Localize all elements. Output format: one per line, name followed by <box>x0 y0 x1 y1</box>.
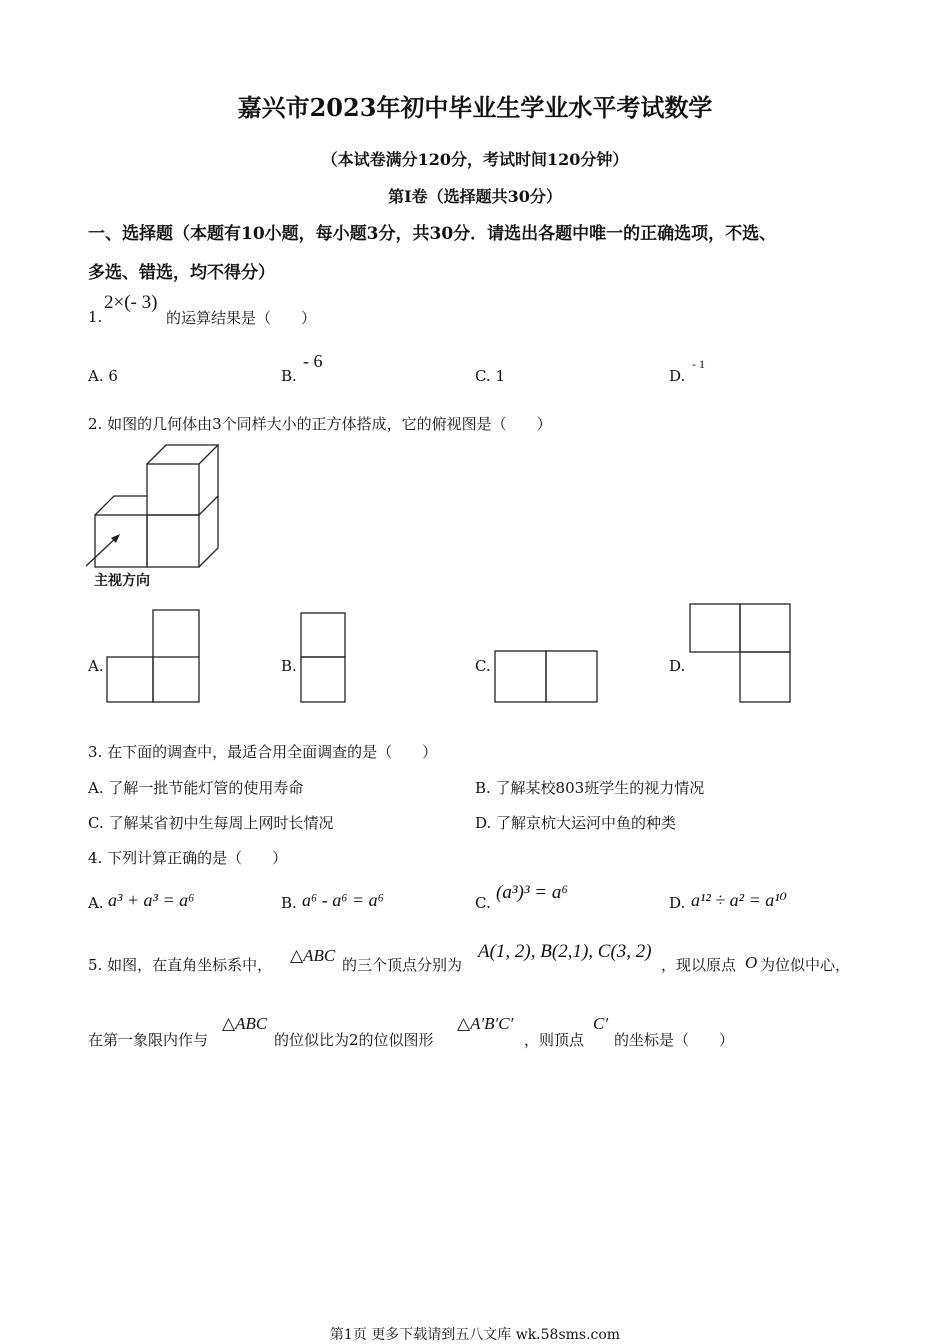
q1-number: 1. <box>88 308 103 326</box>
q4-option-c-label: C. <box>475 894 491 912</box>
q3-option-d: D. 了解京杭大运河中鱼的种类 <box>475 814 677 832</box>
q1-option-a: A. 6 <box>88 367 118 385</box>
q5-text-part2: 的三个顶点分别为 <box>342 956 463 974</box>
q4-option-a-label: A. <box>88 894 104 912</box>
q1-option-b-label: B. <box>281 367 297 385</box>
q4-option-a-expression: a³ + a³ = a⁶ <box>108 890 195 910</box>
q3-stem: 3. 在下面的调查中，最适合用全面调查的是（ ） <box>88 743 438 761</box>
q2-option-b-label: B. <box>281 657 297 675</box>
section-heading-line2: 多选、错选，均不得分） <box>88 263 275 283</box>
page-footer: 第1页 更多下载请到五八文库 wk.58sms.com <box>329 1327 621 1343</box>
q5-line2-part2: 的位似比为2的位似图形 <box>274 1031 434 1049</box>
volume-heading: 第I卷（选择题共30分） <box>388 187 562 206</box>
q5-origin-label: O <box>745 953 758 972</box>
q5-line2-part3: ，则顶点 <box>524 1031 585 1049</box>
q5-text-part1: 5. 如图，在直角坐标系中， <box>88 956 273 974</box>
q5-triangle-abc: △ABC <box>290 946 336 965</box>
q3-option-a: A. 了解一批节能灯管的使用寿命 <box>88 779 304 797</box>
q2-option-a-figure <box>107 610 199 702</box>
q2-view-direction-label: 主视方向 <box>94 573 150 589</box>
q4-option-b-label: B. <box>281 894 297 912</box>
q1-option-d-value: - 1 <box>692 357 705 371</box>
q3-option-c: C. 了解某省初中生每周上网时长情况 <box>88 814 334 832</box>
q4-option-c-expression: (a³)³ = a⁶ <box>496 882 568 903</box>
section-heading-line1: 一、选择题（本题有10小题，每小题3分，共30分．请选出各题中唯一的正确选项，不选、 <box>88 224 777 244</box>
q1-option-d-label: D. <box>669 367 686 385</box>
q5-line2-part4: 的坐标是（ ） <box>614 1031 735 1049</box>
q2-option-a-label: A. <box>88 657 104 675</box>
q5-vertex-c-prime: C′ <box>593 1014 609 1033</box>
q5-triangle-image: △A′B′C′ <box>457 1014 514 1033</box>
q2-option-b-figure <box>301 613 345 702</box>
exam-title: 嘉兴市2023年初中毕业生学业水平考试数学 <box>237 93 713 122</box>
q4-option-d-label: D. <box>669 894 686 912</box>
q5-text-part3: ，现以原点 <box>661 956 737 974</box>
q1-option-c: C. 1 <box>475 367 506 385</box>
q4-option-d-expression: a¹² ÷ a² = a¹⁰ <box>691 890 787 910</box>
q2-option-d-label: D. <box>669 657 686 675</box>
q1-expression: 2×(- 3) <box>104 292 158 313</box>
q2-option-c-label: C. <box>475 657 491 675</box>
q4-stem: 4. 下列计算正确的是（ ） <box>88 849 288 867</box>
q5-triangle-abc-2: △ABC <box>222 1014 268 1033</box>
q1-option-b-value: - 6 <box>303 351 323 371</box>
q5-line2-part1: 在第一象限内作与 <box>88 1031 209 1049</box>
q5-vertex-coordinates: A(1, 2), B(2,1), C(3, 2) <box>478 941 652 962</box>
q3-option-b: B. 了解某校803班学生的视力情况 <box>475 779 705 797</box>
q2-stem: 2. 如图的几何体由3个同样大小的正方体搭成，它的俯视图是（ ） <box>88 415 552 433</box>
exam-note: （本试卷满分120分，考试时间120分钟） <box>321 150 629 169</box>
q4-option-b-expression: a⁶ - a⁶ = a⁶ <box>302 890 384 910</box>
q2-option-d-figure <box>690 604 790 702</box>
q1-stem: 的运算结果是（ ） <box>166 309 317 327</box>
q5-text-part4: 为位似中心， <box>760 956 851 974</box>
q2-option-c-figure <box>495 651 597 702</box>
